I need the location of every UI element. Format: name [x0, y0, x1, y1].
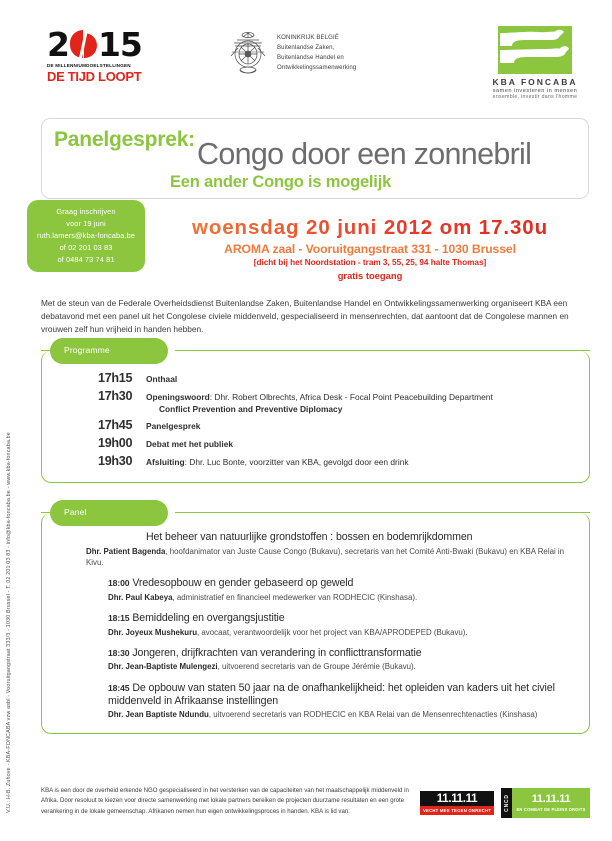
panel-item-time: 18:45: [108, 682, 130, 693]
event-details: [150, 216, 590, 281]
eleven-red-digits: 11.11.11: [420, 791, 494, 806]
panel-item-speaker: Dhr. Joyeux Mushekuru, avocaat, verantwoordelijk voor het project van KBA/APRODEPED (Bukavu).: [108, 627, 468, 637]
kba-tagline-nl: samen investeren in mensen: [492, 88, 578, 94]
title-card: [41, 118, 589, 199]
gov-line-3: Buitenlandse Handel en: [277, 53, 344, 61]
programme-row-time: 17h45: [98, 418, 133, 433]
gov-line-4: Ontwikkelingssamenwerking: [277, 63, 357, 71]
panel-item-title: Het beheer van natuurlijke grondstoffen : bossen en bodemrijkdommen: [146, 531, 473, 543]
programme-row-text: Onthaal: [146, 374, 178, 384]
logo-2015-digit-2: 2: [47, 24, 69, 64]
eleven-green-digits: 11.11.11: [531, 793, 571, 805]
panel-item-title: 18:30 Jongeren, drijfkrachten van verandering in conflicttransformatie: [108, 646, 422, 659]
logo-cncd-11-11-11: [501, 788, 590, 818]
programme-row-text: Debat met het publiek: [146, 439, 234, 450]
register-line-2: voor 19 juni: [66, 218, 106, 228]
government-department-lines: [277, 30, 356, 72]
logo-2015-zero-icon: [70, 30, 97, 58]
eleven-red-slogan: VECHT MEE TEGEN ONRECHT: [420, 806, 494, 815]
programme-row: [98, 436, 575, 450]
intro-paragraph: Met de steun van de Federale Overheidsdienst Buitenlandse Zaken, Buitenlandse Handel en Ontwikkelingssamenwerking organiseert KBA een debatavond met een panel uit het Congolese civiele middenveld, gespecialiseerd in mensenrechten, dat aantoont dat de Congolese mannen en vrouwen zelf hun vrijheid in handen hebben.: [41, 298, 569, 335]
panel-item: [86, 531, 573, 568]
logo-belgian-government: [228, 30, 356, 78]
panel-item: [108, 612, 573, 638]
logo-2015-subtitle: DE MILLENNIUMDOELSTELLINGEN: [47, 63, 131, 68]
panel-item-time: 18:00: [108, 578, 130, 589]
event-datetime: woensdag 20 juni 2012 om 17.30u: [150, 216, 590, 240]
programme-row-time: 19h00: [98, 436, 133, 451]
event-transport: [dicht bij het Noordstation - tram 3, 55, 25, 94 halte Thomas]: [253, 258, 487, 267]
title-kicker: Panelgesprek:: [54, 128, 195, 151]
header-logo-bar: [0, 0, 612, 110]
panel-item-speaker: Dhr. Jean Baptiste Ndundu, uitvoerend secretaris van RODHECIC en KBA Relai van de Mensenrechtenacties (Kinshasa): [108, 710, 538, 720]
programme-row-text: Afsluiting: Dhr. Luc Bonte, voorzitter van KBA, gevolgd door een drink: [146, 456, 409, 467]
panel-section: [41, 507, 590, 734]
programme-row: [98, 371, 575, 385]
panel-item: [108, 647, 573, 673]
registration-badge[interactable]: [27, 200, 145, 272]
eleven-green-slogan: EN COMBAT DE PLEINS DROITS: [516, 807, 586, 812]
coat-of-arms-icon: [228, 30, 268, 78]
programme-row-time: 17h30: [98, 388, 133, 403]
register-email[interactable]: ruth.lamers@kba-foncaba.be: [36, 230, 136, 240]
programme-row: [98, 454, 575, 468]
cncd-tab: [501, 788, 512, 818]
panel-items: [42, 513, 589, 733]
register-phone-1: of 02 201 03 83: [59, 242, 113, 252]
logo-2015-tagline: DE TIJD LOOPT: [47, 69, 142, 84]
event-venue: AROMA zaal - Vooruitgangstraat 331 - 1030 Brussel: [224, 242, 516, 256]
kba-tagline-fr: ensemble, investir dans l'homme: [492, 94, 578, 100]
member-logos: [420, 786, 590, 818]
programme-section: [41, 345, 590, 483]
panel-item: [108, 577, 573, 603]
publisher-responsible-text: V.U.: H-B. Zuhove - KBA-FONCABA vzw asbl - Vooruitgangstraat 333/3 - 1030 Brussel - T. 02 201 03 83 - info@kba-foncaba.be - www.kba-foncaba.be: [6, 432, 12, 813]
event-admission: gratis toegang: [337, 270, 403, 281]
title-subtitle: Een ander Congo is mogelijk: [170, 173, 392, 191]
panel-section-label: Panel: [50, 500, 168, 526]
kba-name: KBA FONCABA: [492, 77, 578, 87]
kba-hands-icon: [498, 26, 572, 74]
register-phone-2: of 0484 73 74 81: [57, 254, 115, 264]
panel-item-speaker: Dhr. Patient Bagenda, hoofdanimator van Juste Cause Congo (Bukavu), secretaris van het Comité Anti-Bwaki (Bukavu) en KBA Relai in Kivu.: [86, 546, 565, 567]
programme-row-time: 17h15: [98, 371, 133, 385]
gov-line-2: Buitenlandse Zaken,: [277, 43, 335, 51]
logo-11-11-11-nl: [420, 791, 494, 815]
programme-row: [98, 389, 575, 403]
logo-2015-digits-15: 15: [97, 24, 142, 64]
programme-row-continuation: Conflict Prevention and Preventive Diplomacy: [159, 404, 343, 415]
footer: [41, 786, 590, 818]
programme-row-text: Panelgesprek: [146, 421, 201, 432]
programme-rows: [42, 351, 589, 482]
register-line-1: Graag inschrijven: [56, 207, 116, 216]
panel-item-title: 18:00 Vredesopbouw en gender gebaseerd op geweld: [108, 577, 354, 590]
panel-item-speaker: Dhr. Paul Kabeya, administratief en financieel medewerker van RODHECIC (Kinshasa).: [108, 592, 418, 602]
panel-item-time: 18:30: [108, 647, 130, 658]
panel-item-speaker: Dhr. Jean-Baptiste Mulengezi, uitvoerend secretaris van de Groupe Jérémie (Bukavu).: [108, 662, 416, 672]
programme-row-time: 19h30: [98, 453, 133, 468]
cncd-label: CNCD: [503, 794, 510, 812]
programme-row-text: Openingswoord: Dhr. Robert Olbrechts, Africa Desk - Focal Point Peacebuilding Department: [146, 391, 493, 402]
logo-2015-mdg: [47, 24, 165, 84]
programme-row: [98, 418, 575, 432]
panel-item-title: 18:15 Bemiddeling en overgangsjustitie: [108, 611, 285, 624]
panel-item-time: 18:15: [108, 612, 130, 623]
gov-line-1: KONINKRIJK BELGIË: [277, 34, 339, 41]
panel-item-title: 18:45 De opbouw van staten 50 jaar na de onafhankelijkheid: het opleiden van kaders uit het civiel middenveld in Afrikaanse instellingen: [108, 681, 555, 707]
footer-about-text: KBA is een door de overheid erkende NGO gespecialiseerd in het versterken van de capaciteiten van het maatschappelijk middenveld in Afrika. Door resoluut te kiezen voor directe samenwerking met lokale partners bereiken de projecten duurzame resultaten en een grote verankering in de lokale gemeenschap. Afrikanen nemen hun eigen ontwikkelingsproces in handen. KBA is lid van:: [41, 787, 409, 815]
programme-section-label: Programme: [50, 338, 168, 364]
panel-item: [108, 682, 573, 721]
page-title: Congo door een zonnebril: [197, 137, 532, 171]
logo-kba-foncaba: [481, 26, 589, 100]
